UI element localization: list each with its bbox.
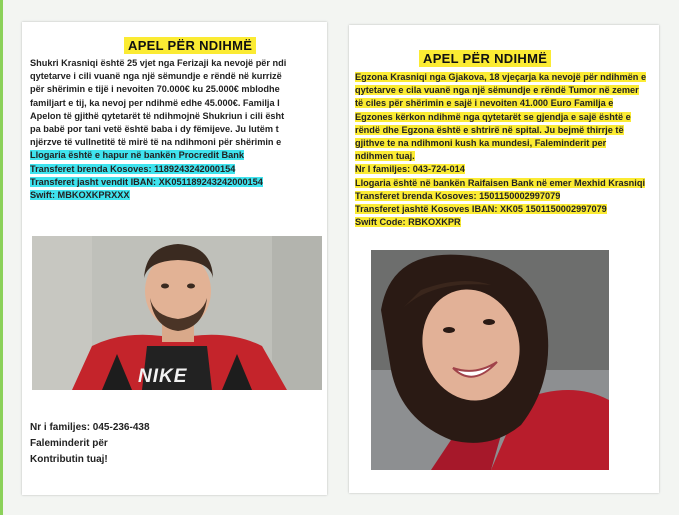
- right-bank-line: Llogaria është në bankën Raifaisen Bank në emer Mexhid Krasniqi: [355, 177, 646, 188]
- left-bank-line: Transferet jasht vendit IBAN: XK051189243242000154: [30, 176, 263, 187]
- thanks-line: Faleminderit për: [30, 438, 108, 449]
- right-body: [355, 71, 655, 229]
- left-line: për shërimin e tijë i nevoiten 70.000€ ku 25.000€ mblodhe: [30, 84, 280, 95]
- green-border: [0, 0, 3, 515]
- right-poster: [349, 25, 659, 493]
- right-line: ndihmen tuaj.: [355, 151, 415, 162]
- left-line: familjart e tij, ka nevoj per ndihmë edhe 45.000€. Familja I: [30, 97, 280, 108]
- left-poster: [22, 22, 327, 495]
- left-title: APEL PËR NDIHMË: [124, 37, 256, 54]
- right-photo: [371, 250, 609, 470]
- left-line: Apelon të gjithë qytetarët të ndihmojnë Shukriun i cili ësht: [30, 110, 285, 121]
- left-line: pa babë por tani vetë është baba i dy fëmijeve. Ju lutëm t: [30, 124, 279, 135]
- right-bank-line: Transferet brenda Kosoves: 1501150002997079: [355, 190, 561, 201]
- right-line: qytetarve e cila vuanë nga një sëmundje e rëndë Tumor në zemer: [355, 85, 639, 96]
- right-bank-line: Nr I familjes: 043-724-014: [355, 164, 465, 175]
- right-line: Egzona Krasniqi nga Gjakova, 18 vjeçarja ka nevojë për ndihmën e: [355, 72, 647, 82]
- left-photo: [32, 236, 322, 390]
- right-line: të ciles për shërimin e sajë i nevoiten 41.000 Euro Familja e: [355, 98, 614, 109]
- right-line: Egzones kërkon ndihmë nga qytetarët se gjendja e sajë është e: [355, 111, 631, 122]
- left-body: [30, 57, 327, 202]
- left-bank-line: Swift: MBKOXKPRXXX: [30, 190, 130, 201]
- left-bank-line: Transferet brenda Kosoves: 1189243242000154: [30, 163, 236, 174]
- shirt-brand: NIKE: [138, 366, 188, 387]
- family-phone: Nr i familjes: 045-236-438: [30, 422, 150, 433]
- right-title: APEL PËR NDIHMË: [419, 50, 551, 67]
- left-footer: [30, 420, 150, 468]
- left-bank-line: Llogaria është e hapur në bankën Procredit Bank: [30, 150, 244, 161]
- right-bank-line: Transferet jashtë Kosoves IBAN: XK05 1501150002997079: [355, 204, 607, 215]
- left-line: njërzve të vullnetitë të mirë të na ndihmoni për shërimin e: [30, 137, 282, 148]
- thanks-line: Kontributin tuaj!: [30, 454, 108, 465]
- woman-portrait: [371, 250, 609, 470]
- right-bank-line: Swift Code: RBKOXKPR: [355, 217, 461, 228]
- left-line: qytetarve i cili vuanë nga një sëmundje e rëndë në kurrizë: [30, 71, 282, 82]
- right-line: rëndë dhe Egzona është e shtrirë në spital. Ju bejmë thirrje të: [355, 124, 624, 135]
- right-line: gjithve te na ndihmoni kush ka mundesi, Faleminderit per: [355, 138, 607, 149]
- left-line: Shukri Krasniqi është 25 vjet nga Ferizaji ka nevojë për ndi: [30, 58, 287, 68]
